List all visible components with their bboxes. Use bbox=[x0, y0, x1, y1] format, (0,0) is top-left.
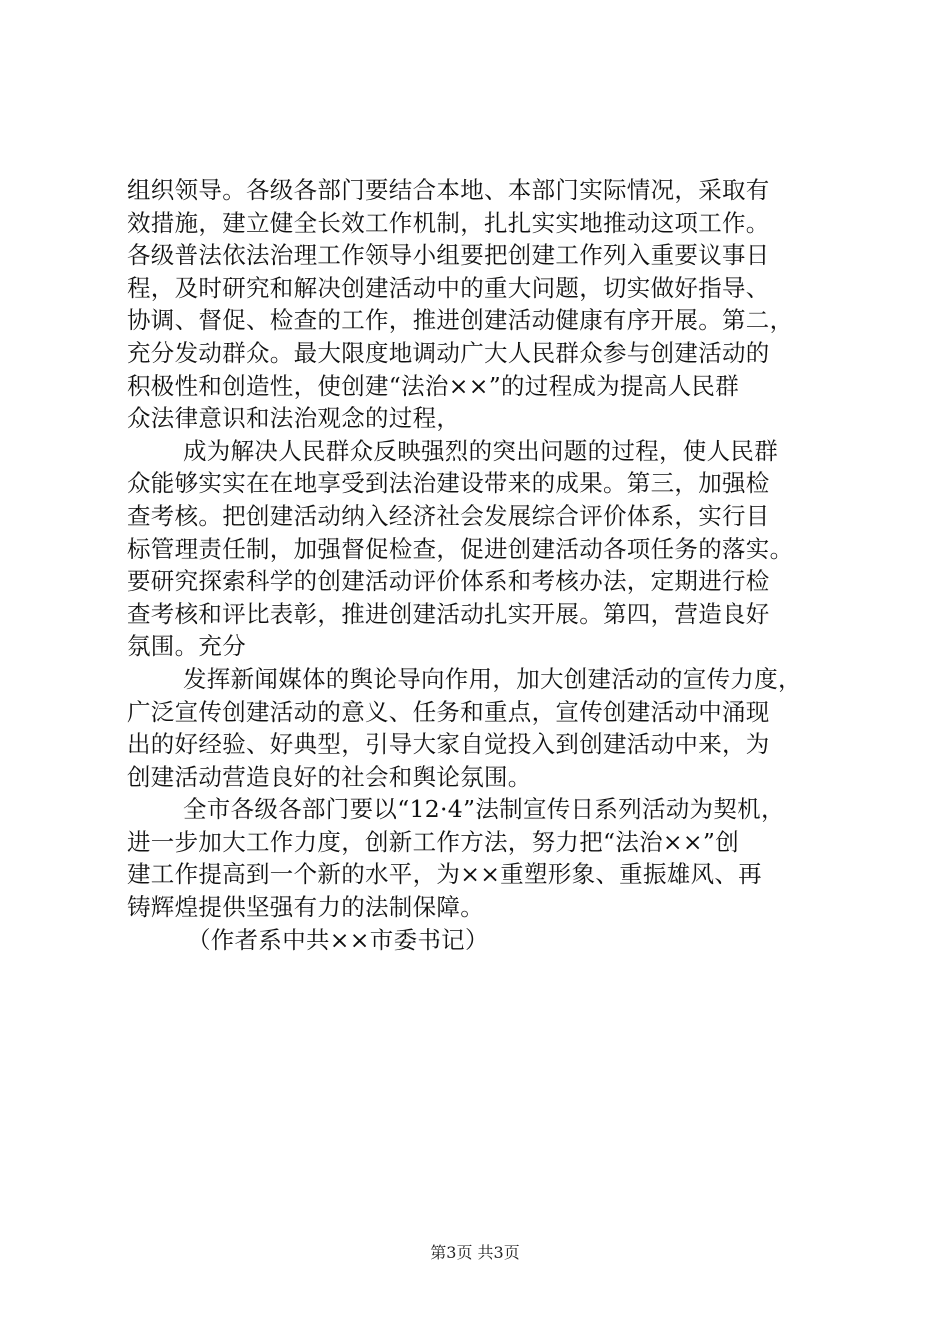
text-line: 组织领导。各级各部门要结合本地、本部门实际情况，采取有 bbox=[127, 176, 770, 204]
text-line: 要研究探索科学的创建活动评价体系和考核办法，定期进行检 bbox=[127, 567, 770, 596]
text-line: 各级普法依法治理工作领导小组要把创建工作列入重要议事日 bbox=[127, 241, 770, 270]
text-line: 查考核和评比表彰，推进创建活动扎实开展。第四，营造良好 bbox=[127, 599, 770, 628]
text-line: 查考核。把创建活动纳入经济社会发展综合评价体系，实行目 bbox=[127, 501, 770, 530]
text-line: 成为解决人民群众反映强烈的突出问题的过程，使人民群 bbox=[183, 436, 778, 465]
text-line: 协调、督促、检查的工作，推进创建活动健康有序开展。第二， bbox=[127, 306, 794, 335]
body-text bbox=[127, 174, 827, 956]
text-line: 广泛宣传创建活动的意义、任务和重点，宣传创建活动中涌现 bbox=[127, 697, 770, 726]
text-line: 标管理责任制，加强督促检查，促进创建活动各项任务的落实。 bbox=[127, 534, 794, 563]
text-line: 充分发动群众。最大限度地调动广大人民群众参与创建活动的 bbox=[127, 338, 770, 367]
text-line: 创建活动营造良好的社会和舆论氛围。 bbox=[127, 762, 532, 791]
text-line: 积极性和创造性，使创建“法治××”的过程成为提高人民群 bbox=[127, 371, 740, 400]
text-line: 程，及时研究和解决创建活动中的重大问题，切实做好指导、 bbox=[127, 273, 770, 302]
text-line: 众能够实实在在地享受到法治建设带来的成果。第三，加强检 bbox=[127, 469, 770, 498]
text-line: 氛围。充分 bbox=[127, 632, 246, 661]
page-number-footer: 第3页 共3页 bbox=[430, 1243, 520, 1262]
text-line: 建工作提高到一个新的水平，为××重塑形象、重振雄风、再 bbox=[127, 860, 762, 889]
text-line: 进一步加大工作力度，创新工作方法，努力把“法治××”创 bbox=[127, 827, 740, 856]
text-line: 全市各级各部门要以“12·4”法制宣传日系列活动为契机， bbox=[183, 795, 785, 824]
text-line: 众法律意识和法治观念的过程， bbox=[127, 404, 461, 433]
text-line: 效措施，建立健全长效工作机制，扎扎实实地推动这项工作。 bbox=[127, 208, 770, 237]
text-line: 出的好经验、好典型，引导大家自觉投入到创建活动中来，为 bbox=[127, 730, 770, 759]
text-line: 铸辉煌提供坚强有力的法制保障。 bbox=[127, 893, 484, 922]
text-line: 发挥新闻媒体的舆论导向作用，加大创建活动的宣传力度， bbox=[183, 664, 802, 693]
author-note: （作者系中共××市委书记） bbox=[187, 925, 489, 954]
